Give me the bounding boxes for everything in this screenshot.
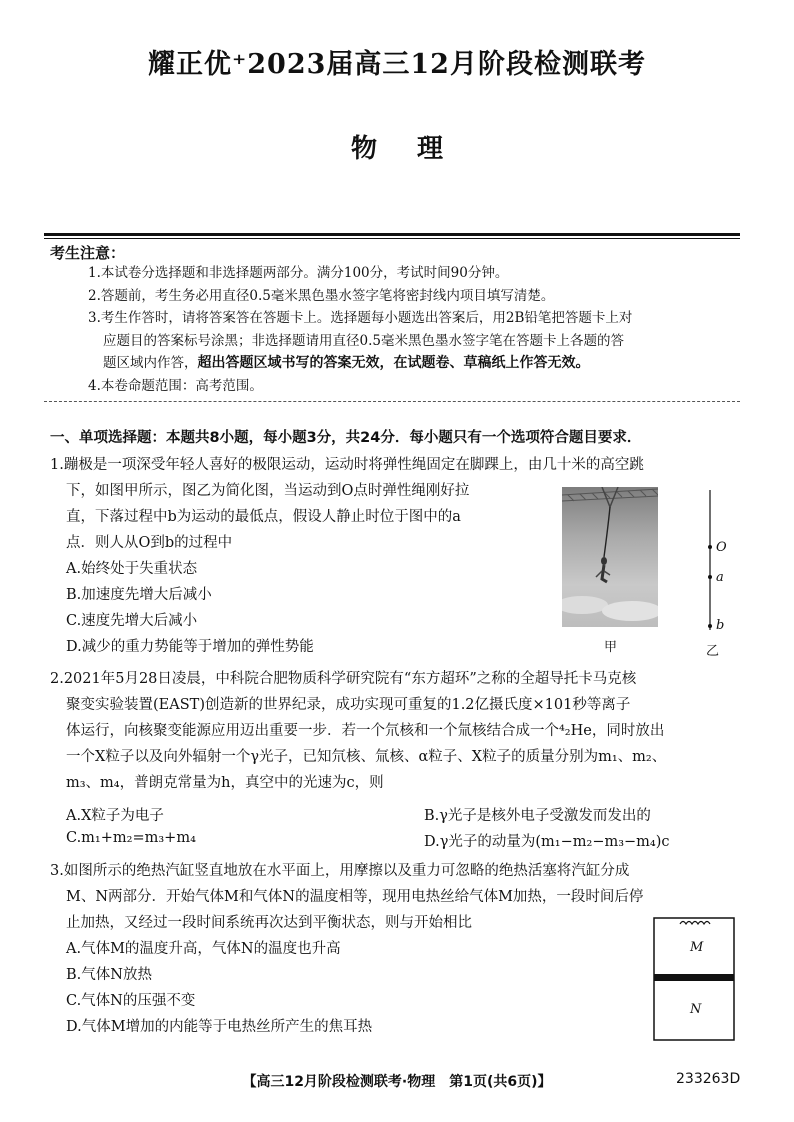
option-b: B.加速度先增大后减小 bbox=[66, 587, 212, 603]
bungee-photo bbox=[562, 487, 658, 627]
question-line: 点．则人从O到b的过程中 bbox=[66, 535, 233, 551]
question-line: 1.蹦极是一项深受年轻人喜好的极限运动，运动时将弹性绳固定在脚踝上，由几十米的高空跳 bbox=[50, 457, 644, 473]
notice-heading: 考生注意： bbox=[50, 244, 126, 262]
option-c: C.气体N的压强不变 bbox=[66, 993, 196, 1009]
exam-title: 耀正优⁺2023届高三12月阶段检测联考 bbox=[148, 49, 646, 80]
subject-title: 物理 bbox=[350, 134, 483, 164]
point-o-label: O bbox=[716, 540, 727, 555]
notice-item: 3.考生作答时，请将答案答在答题卡上。选择题每小题选出答案后，用2B铅笔把答题卡上对 bbox=[88, 310, 633, 326]
gas-m-label: M bbox=[690, 940, 704, 955]
page-footer: 【高三12月阶段检测联考·物理 第1页(共6页)】 bbox=[242, 1074, 552, 1090]
question-line: 聚变实验装置(EAST)创造新的世界纪录，成功实现可重复的1.2亿摄氏度×101秒等离子 bbox=[66, 697, 631, 713]
divider-thin bbox=[44, 238, 740, 239]
option-c: C.速度先增大后减小 bbox=[66, 613, 198, 629]
figure-label-yi: 乙 bbox=[706, 644, 720, 659]
bungee-diagram-drawing bbox=[698, 490, 738, 635]
option-d: D.减少的重力势能等于增加的弹性势能 bbox=[66, 639, 314, 655]
question-2 bbox=[50, 666, 760, 796]
notice-item: 1.本试卷分选择题和非选择题两部分。满分100分，考试时间90分钟。 bbox=[88, 265, 509, 281]
section-heading: 一、单项选择题：本题共8小题，每小题3分，共24分．每小题只有一个选项符合题目要求． bbox=[50, 430, 642, 446]
notice-item: 题区域内作答， bbox=[103, 355, 198, 371]
notice-emphasis: 超出答题区域书写的答案无效，在试题卷、草稿纸上作答无效。 bbox=[197, 355, 590, 371]
point-b-label: b bbox=[716, 618, 725, 633]
question-line: 止加热，又经过一段时间系统再次达到平衡状态，则与开始相比 bbox=[66, 915, 472, 931]
option-b: B.γ光子是核外电子受激发而发出的 bbox=[424, 808, 651, 824]
option-a: A.始终处于失重状态 bbox=[66, 561, 198, 577]
divider-thick bbox=[44, 233, 740, 236]
divider-dashed bbox=[44, 401, 740, 402]
notice-item: 应题目的答案标号涂黑；非选择题请用直径0.5毫米黑色墨水签字笔在答题卡上各题的答 bbox=[103, 332, 624, 349]
cylinder-diagram bbox=[652, 916, 736, 1042]
notice-item-with-emphasis bbox=[88, 352, 744, 375]
question-line: 2.2021年5月28日凌晨，中科院合肥物质科学研究院有“东方超环”之称的全超导托卡马克核 bbox=[50, 671, 637, 687]
cylinder-drawing bbox=[652, 916, 736, 1042]
question-line: M、N两部分．开始气体M和气体N的温度相等，现用电热丝给气体M加热，一段时间后停 bbox=[66, 889, 644, 905]
bungee-diagram bbox=[698, 490, 738, 635]
option-d: D.γ光子的动量为(m₁−m₂−m₃−m₄)c bbox=[424, 834, 670, 850]
question-line: 下，如图甲所示，图乙为简化图，当运动到O点时弹性绳刚好拉 bbox=[66, 483, 470, 499]
option-b: B.气体N放热 bbox=[66, 967, 152, 983]
point-a-label: a bbox=[716, 570, 724, 585]
question-line: 3.如图所示的绝热汽缸竖直地放在水平面上，用摩擦以及重力可忽略的绝热活塞将汽缸分成 bbox=[50, 863, 630, 879]
gas-n-label: N bbox=[690, 1002, 702, 1017]
notice-list bbox=[88, 262, 744, 397]
notice-item: 4.本卷命题范围：高考范围。 bbox=[88, 377, 263, 394]
option-a: A.气体M的温度升高，气体N的温度也升高 bbox=[66, 941, 341, 957]
option-c: C.m₁+m₂=m₃+m₄ bbox=[66, 830, 196, 846]
question-line: 一个X粒子以及向外辐射一个γ光子，已知氘核、氚核、α粒子、X粒子的质量分别为m₁、m₂、 bbox=[66, 749, 667, 765]
question-line: 体运行，向核聚变能源应用迈出重要一步．若一个氘核和一个氚核结合成一个⁴₂He，同时放出 bbox=[66, 723, 665, 739]
question-line: m₃、m₄，普朗克常量为h，真空中的光速为c，则 bbox=[66, 775, 384, 791]
bungee-photo-drawing bbox=[562, 487, 658, 627]
exam-code: 233263D bbox=[676, 1071, 741, 1087]
figure-label-jia: 甲 bbox=[604, 640, 618, 655]
option-d: D.气体M增加的内能等于电热丝所产生的焦耳热 bbox=[66, 1019, 373, 1035]
notice-item: 2.答题前，考生务必用直径0.5毫米黑色墨水签字笔将密封线内项目填写清楚。 bbox=[88, 287, 555, 304]
option-a: A.X粒子为电子 bbox=[66, 808, 164, 824]
question-line: 直，下落过程中b为运动的最低点，假设人静止时位于图中的a bbox=[66, 509, 461, 525]
